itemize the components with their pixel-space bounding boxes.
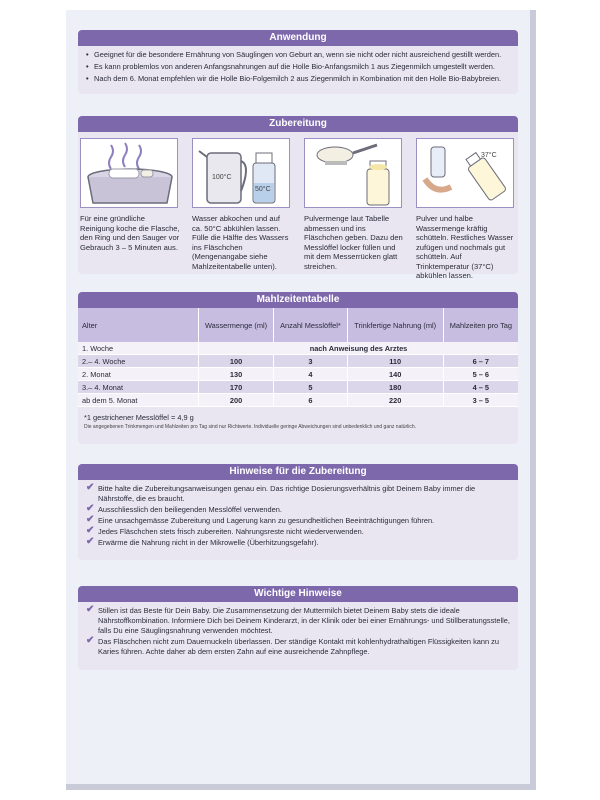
step-text: Pulvermenge laut Tabelle abmessen und ins Fläschchen geben. Dazu den Messlöffel locker füllen und mit dem Messerrücken glatt streichen.: [304, 214, 403, 271]
section-title: Hinweise für die Zubereitung: [78, 464, 518, 480]
checkmark-icon: ✔: [86, 604, 95, 615]
column-header: Trinkfertige Nahrung (ml): [347, 308, 443, 342]
measuring-spoon-illustration: [304, 138, 402, 208]
checkmark-icon: ✔: [86, 525, 95, 536]
disclaimer-note: Die angegebenen Trinkmengen und Mahlzeiten pro Tag sind nur Richtwerte. Individuelle geringe Abweichungen sind unbedenklich und ganz natürlich.: [84, 424, 417, 430]
section-title: Zubereitung: [78, 116, 518, 132]
section-wichtige-hinweise: [78, 586, 518, 670]
step-3: [304, 138, 404, 281]
checkmark-icon: ✔: [86, 503, 95, 514]
table-row: [78, 342, 518, 355]
table-row: [78, 394, 518, 407]
column-header: Anzahl Messlöffel*: [274, 308, 348, 342]
table-header-row: [78, 308, 518, 342]
step-2: [192, 138, 292, 281]
bottle-temperature-label: 50°C: [255, 186, 271, 193]
section-mahlzeitentabelle: [78, 292, 518, 444]
section-anwendung: [78, 30, 518, 94]
table-cell: 3.– 4. Monat: [78, 381, 199, 394]
table-cell: 130: [199, 368, 274, 381]
table-cell: 2.– 4. Woche: [78, 355, 199, 368]
section-hinweise-zubereitung: [78, 464, 518, 560]
table-cell: ab dem 5. Monat: [78, 394, 199, 407]
column-header: Alter: [78, 308, 199, 342]
table-cell: 6: [274, 394, 348, 407]
check-list: [78, 480, 518, 553]
table-cell: nach Anweisung des Arztes: [199, 342, 519, 355]
section-title: Mahlzeitentabelle: [78, 292, 518, 308]
bullet-list: [78, 46, 518, 90]
checkmark-icon: ✔: [86, 536, 95, 547]
list-item: ✔ Ausschliesslich den beiliegenden Messlöffel verwenden.: [86, 503, 282, 514]
table-row: [78, 355, 518, 368]
table-row: [78, 381, 518, 394]
scoop-footnote: *1 gestrichener Messlöffel = 4,9 g: [84, 413, 194, 422]
meal-table: [78, 308, 518, 407]
checkmark-icon: ✔: [86, 635, 95, 646]
table-cell: 5: [274, 381, 348, 394]
table-cell: 1. Woche: [78, 342, 199, 355]
list-item: • Es kann problemlos von anderen Anfangsnahrungen auf die Holle Bio-Anfangsmilch 1 aus Ziegenmilch umgestellt werden.: [86, 62, 495, 71]
table-cell: 4: [274, 368, 348, 381]
section-title: Anwendung: [78, 30, 518, 46]
step-4: [416, 138, 516, 281]
table-cell: 5 – 6: [443, 368, 518, 381]
column-header: Mahlzeiten pro Tag: [443, 308, 518, 342]
section-title: Wichtige Hinweise: [78, 586, 518, 602]
column-header: Wassermenge (ml): [199, 308, 274, 342]
list-item: ✔ Eine unsachgemässe Zubereitung und Lagerung kann zu gesundheitlichen Beeinträchtigungen führen.: [86, 514, 435, 525]
table-cell: 170: [199, 381, 274, 394]
drinking-temperature-label: 37°C: [481, 152, 497, 159]
step-1: [80, 138, 180, 281]
table-cell: 140: [347, 368, 443, 381]
shaking-bottle-illustration: [416, 138, 514, 208]
table-cell: 2. Monat: [78, 368, 199, 381]
table-cell: 3: [274, 355, 348, 368]
step-text: Pulver und halbe Wassermenge kräftig schütteln. Restliches Wasser zufügen und nochmals gut schütteln. Auf Trinktemperatur (37°C) abkühlen lassen.: [416, 214, 514, 280]
step-text: Für eine gründliche Reinigung koche die Flasche, den Ring und den Sauger vor Gebrauch 3 – 5 Minuten aus.: [80, 214, 180, 252]
table-cell: 200: [199, 394, 274, 407]
list-item: • Nach dem 6. Monat empfehlen wir die Holle Bio-Folgemilch 2 aus Ziegenmilch in Kombination mit den Holle Bio-Babybreien.: [86, 74, 502, 83]
table-cell: 6 – 7: [443, 355, 518, 368]
boiling-pot-illustration: [80, 138, 178, 208]
kettle-temperature-label: 100°C: [212, 174, 232, 181]
list-item: ✔ Das Fläschchen nicht zum Dauernuckeln überlassen. Der ständige Kontakt mit kohlenhydrathaltigen Flüssigkeiten kann zu Karies führen. Achte daher ab dem ersten Zahn auf eine ausreichende Zahnpflege.: [86, 635, 499, 656]
list-item: • Geeignet für die besondere Ernährung von Säuglingen von Geburt an, wenn sie nicht oder nicht ausreichend gestillt werden.: [86, 50, 502, 59]
table-cell: 4 – 5: [443, 381, 518, 394]
checkmark-icon: ✔: [86, 514, 95, 525]
table-cell: 180: [347, 381, 443, 394]
list-item: ✔ Bitte halte die Zubereitungsanweisungen genau ein. Das richtige Dosierungsverhältnis gibt Deinem Baby immer die Nährstoffe, die es braucht.: [86, 482, 476, 503]
check-list: [78, 602, 518, 662]
list-item: ✔ Jedes Fläschchen stets frisch zubereiten. Nahrungsreste nicht wiederverwenden.: [86, 525, 364, 536]
list-item: ✔ Stillen ist das Beste für Dein Baby. Die Zusammensetzung der Muttermilch bietet Deinem Baby stets die ideale Nährstoffkombination. Informiere Dich bei Deinem Kinderarzt, in der Klinik oder bei einer Ernährungs- und Stillberatungsstelle, falls Du eine Säuglingsnahrung verwenden möchtest.: [86, 604, 510, 635]
table-cell: 220: [347, 394, 443, 407]
kettle-and-bottle-illustration: [192, 138, 290, 208]
step-text: Wasser abkochen und auf ca. 50°C abkühlen lassen. Fülle die Hälfte des Wassers ins Fläschchen (Mengenangabe siehe Mahlzeitentabelle unten).: [192, 214, 289, 271]
section-zubereitung: [78, 116, 518, 280]
table-cell: 110: [347, 355, 443, 368]
list-item: ✔ Erwärme die Nahrung nicht in der Mikrowelle (Überhitzungsgefahr).: [86, 536, 319, 547]
table-cell: 3 – 5: [443, 394, 518, 407]
checkmark-icon: ✔: [86, 482, 95, 493]
table-row: [78, 368, 518, 381]
table-cell: 100: [199, 355, 274, 368]
